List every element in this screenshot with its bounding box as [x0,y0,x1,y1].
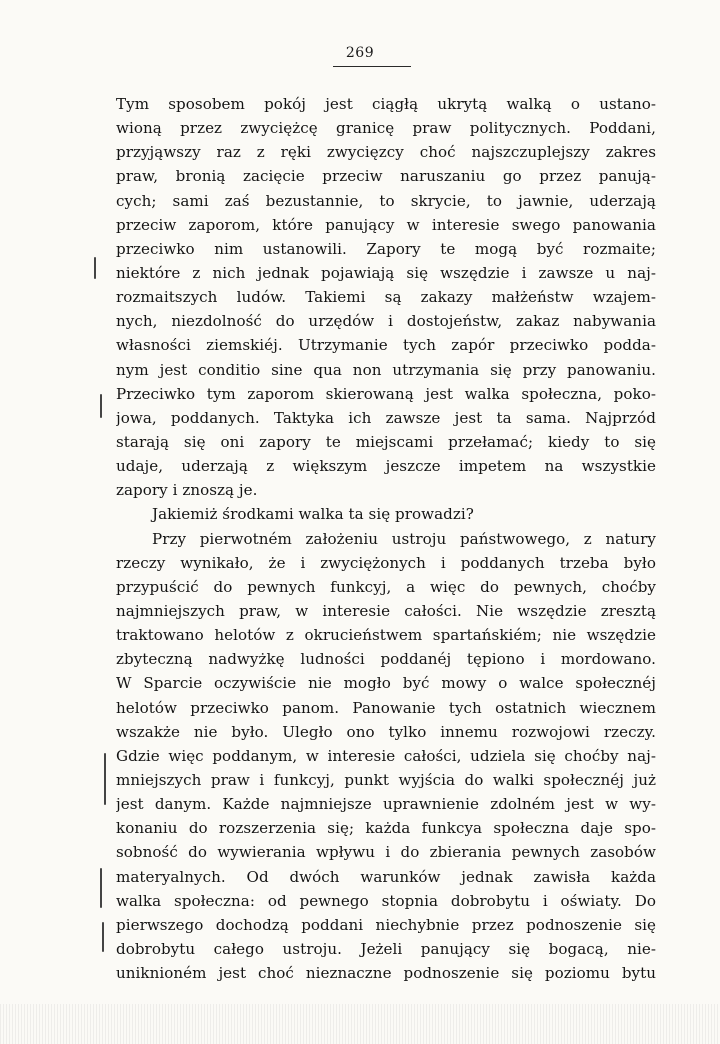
text-line: przyjąwszy raz z ręki zwycięzcy choć najszczuplejszy zakres [116,143,656,162]
text-line: starają się oni zapory te miejscami przełamać; kiedy to się [116,432,656,451]
text-line: mniejszych praw i funkcyj, punkt wyjścia do walki społecznéj już [116,770,656,789]
margin-pencil-mark [100,394,102,418]
text-line: udaje, uderzają z większym jeszcze impetem na wszystkie [116,457,656,476]
text-line: najmniejszych praw, w interesie całości. Nie wszędzie zresztą [116,601,656,620]
text-line: konaniu do rozszerzenia się; każda funkcya społeczna daje spo- [116,819,656,838]
text-line: przeciw zaporom, które panujący w interesie swego panowania [116,215,656,234]
text-line: nym jest conditio sine qua non utrzymania się przy panowaniu. [116,360,656,379]
text-line: jest danym. Każde najmniejsze uprawnienie zdolném jest w wy- [116,795,656,814]
text-line: Tym sposobem pokój jest ciągłą ukrytą walką o ustano- [116,95,656,113]
margin-pencil-mark [100,868,102,908]
text-line: wioną przez zwyciężcę granicę praw politycznych. Poddani, [116,119,656,138]
text-line: jowa, poddanych. Taktyka ich zawsze jest ta sama. Najprzód [116,408,656,427]
text-line: Gdzie więc poddanym, w interesie całości, udziela się choćby naj- [116,746,656,765]
margin-pencil-mark [94,257,96,279]
page-number: 269 [345,45,375,61]
text-line: własności ziemskiéj. Utrzymanie tych zapór przeciwko podda- [116,336,656,355]
body-text [116,92,656,985]
text-line: dobrobytu całego ustroju. Jeżeli panujący się bogacą, nie- [116,939,656,958]
text-line: traktowano helotów z okrucieństwem spartańskiém; nie wszędzie [116,626,656,645]
scan-edge-texture [0,1004,720,1044]
margin-pencil-mark [104,753,106,805]
text-line: W Sparcie oczywiście nie mogło być mowy o walce społecznéj [116,674,656,693]
text-line: zapory i znoszą je. [116,481,258,500]
text-line: cych; sami zaś bezustannie, to skrycie, to jawnie, uderzają [116,191,656,210]
text-line: uniknioném jest choć nieznaczne podnoszenie się poziomu bytu [116,964,656,983]
text-line: nych, niezdolność do urzędów i dostojeństw, zakaz nabywania [116,312,656,331]
text-line: rzeczy wynikało, że i zwyciężonych i poddanych trzeba było [116,553,656,572]
text-line: walka społeczna: od pewnego stopnia dobrobytu i oświaty. Do [116,891,656,910]
text-line: materyalnych. Od dwóch warunków jednak zawisła każda [116,867,656,886]
text-line: pierwszego dochodzą poddani niechybnie przez podnoszenie się [116,915,656,934]
page-number-container [0,44,720,62]
text-line: Jakiemiż środkami walka ta się prowadzi? [152,505,474,524]
text-line: niektóre z nich jednak pojawiają się wszędzie i zawsze u naj- [116,263,656,282]
text-line: helotów przeciwko panom. Panowanie tych ostatnich wiecznem [116,698,656,717]
text-line: sobność do wywierania wpływu i do zbierania pewnych zasobów [116,843,656,862]
text-line: wszakże nie było. Uległo ono tylko innemu rozwojowi rzeczy. [116,722,656,741]
text-line: rozmaitszych ludów. Takiemi są zakazy małżeństw wzajem- [116,288,656,307]
text-line: przeciwko nim ustanowili. Zapory te mogą być rozmaite; [116,239,656,258]
text-line: Przeciwko tym zaporom skierowaną jest walka społeczna, poko- [116,384,656,403]
text-line: Przy pierwotném założeniu ustroju państwowego, z natury [152,529,656,548]
header-rule [333,66,411,67]
text-line: przypuścić do pewnych funkcyj, a więc do pewnych, choćby [116,577,656,596]
text-line: zbyteczną nadwyżkę ludności poddanéj tępiono i mordowano. [116,650,656,669]
text-line: praw, bronią zacięcie przeciw naruszaniu go przez panują- [116,167,656,186]
margin-pencil-mark [102,922,104,952]
